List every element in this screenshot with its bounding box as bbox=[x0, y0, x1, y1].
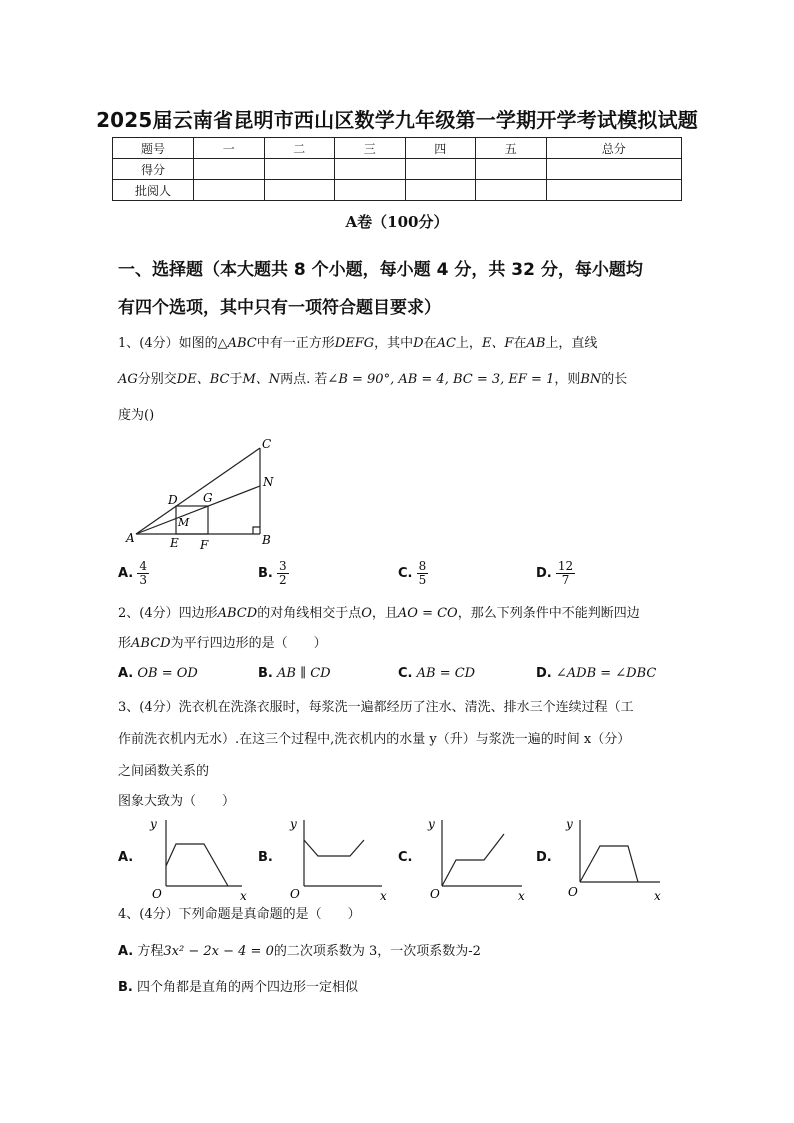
q1-text: 上，直线 bbox=[545, 336, 598, 351]
score-table bbox=[112, 137, 682, 201]
q1-text: 的长 bbox=[601, 372, 628, 387]
q1-text: 上， bbox=[455, 336, 482, 351]
x-axis-label: x bbox=[240, 889, 247, 903]
x-axis-label: x bbox=[654, 889, 661, 903]
fig-label-c: C bbox=[262, 437, 272, 451]
x-axis-label: x bbox=[380, 889, 387, 903]
fig-label-m: M bbox=[178, 516, 190, 529]
option-label: D. bbox=[536, 666, 552, 681]
option-label: B. bbox=[258, 850, 273, 865]
score-cell bbox=[264, 159, 335, 180]
q2-text: 形 bbox=[118, 636, 132, 651]
graph-c-curve bbox=[442, 834, 504, 886]
score-cell bbox=[335, 180, 406, 201]
q4-option-a[interactable] bbox=[118, 942, 678, 962]
x-axis-label: x bbox=[518, 889, 525, 903]
option-label: A. bbox=[118, 666, 134, 681]
q1-condition: ∠B = 90°, AB = 4, BC = 3, EF = 1 bbox=[327, 372, 555, 387]
q2-text: ，那么下列条件中不能判断四边 bbox=[457, 606, 640, 621]
q1-math: BN bbox=[580, 372, 602, 387]
fraction bbox=[137, 560, 149, 587]
q2-option-a[interactable] bbox=[118, 666, 198, 681]
fraction bbox=[417, 560, 429, 587]
q3-graph-d bbox=[562, 814, 672, 904]
option-equation: 3x² − 2x − 4 = 0 bbox=[163, 944, 274, 959]
q1-math: DE、BC bbox=[176, 372, 230, 387]
fig-label-a: A bbox=[126, 531, 135, 545]
origin-label: O bbox=[152, 887, 162, 901]
score-header-cell: 三 bbox=[335, 138, 406, 159]
q3-graph-b bbox=[284, 814, 394, 904]
graph-d-curve bbox=[580, 846, 638, 882]
option-label: B. bbox=[258, 666, 273, 681]
q1-option-c[interactable] bbox=[398, 560, 428, 587]
question-1-line1 bbox=[118, 334, 678, 354]
q1-option-b[interactable] bbox=[258, 560, 289, 587]
fig-label-g: G bbox=[203, 491, 213, 505]
origin-label: O bbox=[290, 887, 300, 901]
fraction bbox=[556, 560, 575, 587]
graph-b-curve bbox=[304, 840, 364, 856]
q3-graph-a bbox=[144, 814, 254, 904]
question-1-line3: 度为() bbox=[118, 408, 155, 423]
q1-text: ，则 bbox=[554, 372, 581, 387]
numerator: 8 bbox=[418, 559, 427, 573]
y-axis-label: y bbox=[290, 817, 297, 831]
origin-label: O bbox=[430, 887, 440, 901]
fig-label-f: F bbox=[200, 538, 209, 552]
q1-option-a[interactable] bbox=[118, 560, 149, 587]
score-cell bbox=[546, 180, 682, 201]
option-label: B. bbox=[258, 566, 273, 581]
q1-text: 两点. 若 bbox=[280, 372, 328, 387]
q1-math: DEFG bbox=[334, 336, 375, 351]
q4-option-b[interactable] bbox=[118, 978, 678, 998]
score-header-cell: 二 bbox=[264, 138, 335, 159]
q2-text: 的对角线相交于点 bbox=[257, 606, 362, 621]
question-4-line1: 4、(4分）下列命题是真命题的是（ ） bbox=[118, 907, 361, 922]
fig-line-ac bbox=[136, 448, 260, 534]
score-table-row bbox=[113, 159, 682, 180]
option-text: 方程 bbox=[137, 944, 164, 959]
option-text: ∠ADB = ∠DBC bbox=[555, 666, 657, 681]
q3-option-a-label[interactable] bbox=[118, 850, 133, 865]
score-cell bbox=[264, 180, 335, 201]
score-header-cell: 一 bbox=[194, 138, 265, 159]
q1-math: AB bbox=[526, 336, 546, 351]
q1-triangle-figure bbox=[116, 434, 286, 554]
score-header-cell: 题号 bbox=[113, 138, 194, 159]
q2-math: O bbox=[361, 606, 372, 621]
q2-option-c[interactable] bbox=[398, 666, 475, 681]
numerator: 12 bbox=[557, 559, 574, 573]
score-table-row bbox=[113, 180, 682, 201]
numerator: 4 bbox=[139, 559, 148, 573]
y-axis-label: y bbox=[566, 817, 573, 831]
question-3-line3: 之间函数关系的 bbox=[118, 764, 210, 779]
question-3-line1: 3、(4分）洗衣机在洗涤衣服时，每浆洗一遍都经历了注水、清洗、排水三个连续过程（工 bbox=[118, 700, 634, 715]
score-table-header-row bbox=[113, 138, 682, 159]
question-1-line2 bbox=[118, 370, 678, 390]
question-3-line2: 作前洗衣机内无水）.在这三个过程中,洗衣机内的水量 y（升）与浆洗一遍的时间 x（分） bbox=[118, 732, 631, 747]
origin-label: O bbox=[568, 885, 578, 899]
q3-graph-c bbox=[424, 814, 534, 904]
section-heading-line1: 一、选择题（本大题共 8 个小题，每小题 4 分，共 32 分，每小题均 bbox=[118, 260, 643, 280]
q2-math: ABCD bbox=[217, 606, 258, 621]
fig-line-agn bbox=[136, 486, 260, 534]
q1-math: M、N bbox=[242, 372, 281, 387]
score-cell bbox=[335, 159, 406, 180]
option-label: A. bbox=[118, 566, 134, 581]
q2-text: ，且 bbox=[371, 606, 398, 621]
question-2-line1 bbox=[118, 604, 678, 624]
q1-text: 在 bbox=[513, 336, 527, 351]
y-axis-label: y bbox=[428, 817, 435, 831]
option-text: 四个角都是直角的两个四边形一定相似 bbox=[137, 980, 359, 995]
score-cell bbox=[194, 159, 265, 180]
q1-text: ，其中 bbox=[374, 336, 414, 351]
exam-title: 2025届云南省昆明市西山区数学九年级第一学期开学考试模拟试题 bbox=[96, 108, 698, 132]
score-cell bbox=[405, 159, 476, 180]
option-text: 的二次项系数为 3，一次项系数为-2 bbox=[273, 944, 481, 959]
fig-label-d: D bbox=[168, 493, 178, 507]
numerator: 3 bbox=[279, 559, 287, 573]
q3-option-b-label[interactable] bbox=[258, 850, 273, 865]
fig-label-n: N bbox=[263, 475, 274, 489]
q1-math: D bbox=[413, 336, 424, 351]
q1-option-d[interactable] bbox=[536, 560, 575, 587]
option-label: D. bbox=[536, 850, 552, 865]
graph-a-curve bbox=[166, 844, 228, 886]
q2-text: 为平行四边形的是（ ） bbox=[170, 636, 327, 651]
option-label: B. bbox=[118, 980, 133, 995]
option-label: D. bbox=[536, 566, 552, 581]
score-row-label: 得分 bbox=[113, 159, 194, 180]
q3-option-d-label[interactable] bbox=[536, 850, 552, 865]
q1-math: AC bbox=[436, 336, 456, 351]
q1-math: △ABC bbox=[217, 336, 257, 351]
option-label: C. bbox=[398, 566, 413, 581]
denominator: 2 bbox=[279, 573, 287, 587]
option-label: A. bbox=[118, 944, 134, 959]
q1-text: 中有一正方形 bbox=[256, 336, 335, 351]
denominator: 3 bbox=[139, 573, 148, 587]
fig-label-e: E bbox=[170, 536, 179, 550]
score-row-label: 批阅人 bbox=[113, 180, 194, 201]
score-cell bbox=[546, 159, 682, 180]
option-text: OB = OD bbox=[137, 666, 198, 681]
score-cell bbox=[194, 180, 265, 201]
q2-text: 2、(4分）四边形 bbox=[118, 606, 218, 621]
option-text: AB ∥ CD bbox=[277, 666, 331, 681]
score-header-cell: 四 bbox=[405, 138, 476, 159]
q1-text: 在 bbox=[423, 336, 437, 351]
option-label: C. bbox=[398, 850, 413, 865]
fig-right-angle-mark bbox=[253, 527, 260, 534]
score-header-cell: 五 bbox=[476, 138, 547, 159]
option-text: AB = CD bbox=[416, 666, 476, 681]
q3-option-c-label[interactable] bbox=[398, 850, 412, 865]
fraction bbox=[277, 560, 289, 587]
q1-text: 分别交 bbox=[137, 372, 177, 387]
q1-text: 1、(4分）如图的 bbox=[118, 336, 218, 351]
score-cell bbox=[476, 159, 547, 180]
q2-option-d[interactable] bbox=[536, 666, 656, 681]
option-label: C. bbox=[398, 666, 413, 681]
fig-label-b: B bbox=[262, 533, 271, 547]
score-cell bbox=[476, 180, 547, 201]
q2-option-b[interactable] bbox=[258, 666, 331, 681]
denominator: 7 bbox=[561, 573, 570, 587]
volume-heading: A卷（100分） bbox=[345, 213, 449, 231]
q1-text: 于 bbox=[229, 372, 243, 387]
section-heading-line2: 有四个选项，其中只有一项符合题目要求） bbox=[118, 298, 441, 318]
question-2-line2 bbox=[118, 634, 678, 654]
q2-math: ABCD bbox=[131, 636, 171, 651]
score-header-cell: 总分 bbox=[546, 138, 682, 159]
q1-math: AG bbox=[118, 372, 138, 387]
y-axis-label: y bbox=[150, 817, 157, 831]
q1-math: E、F bbox=[481, 336, 514, 351]
q2-math: AO = CO bbox=[397, 606, 458, 621]
question-3-line4: 图象大致为（ ） bbox=[118, 794, 236, 809]
denominator: 5 bbox=[418, 573, 427, 587]
option-label: A. bbox=[118, 850, 134, 865]
score-cell bbox=[405, 180, 476, 201]
